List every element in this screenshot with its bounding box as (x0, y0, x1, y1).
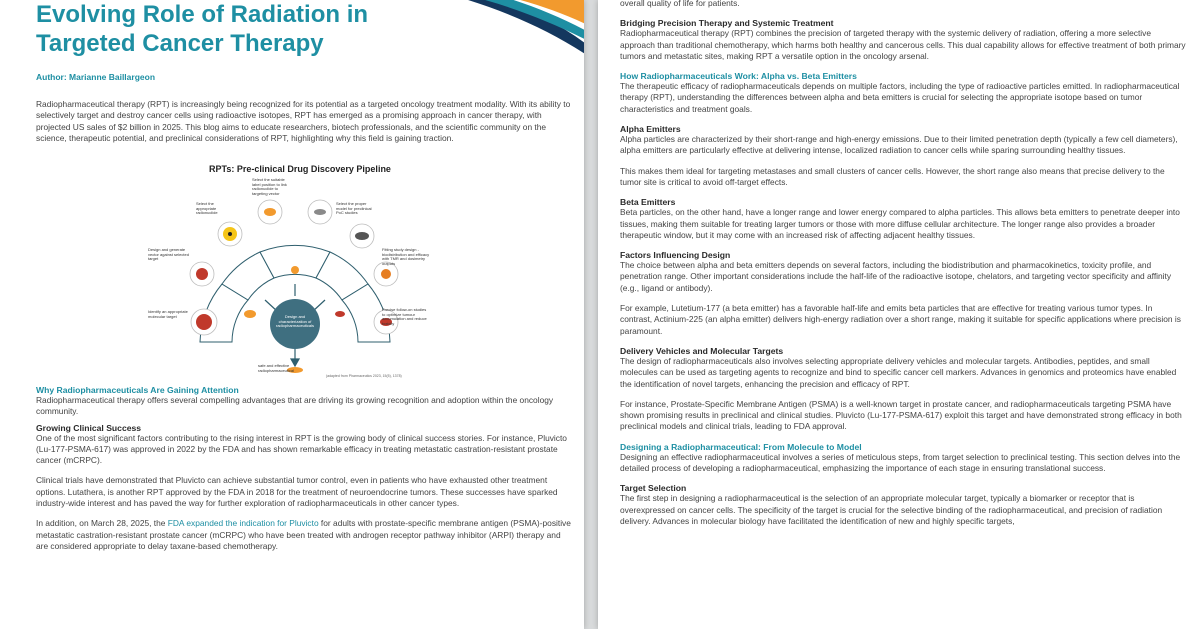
delivery-paragraph-2: For instance, Prostate-Specific Membrane Antigen (PSMA) is a well-known target in prostate cancer, and radiopharmaceuticals targeting PSMA have shown promising results in preclinical and clinical studies. Pluvicto (Lu-177-PSMA-617) exploit this target and have demonstrated strong efficacy in both preclinical models and clinical trials, leading to FDA approval. (620, 398, 1182, 432)
section-heading-alpha: Alpha Emitters (620, 124, 681, 135)
alpha-paragraph-2: This makes them ideal for targeting metastases and small clusters of cancer cells. However, the short range also means that precise delivery to the tumor site is critical to avoid off-target effects. (620, 165, 1165, 187)
fda-indication-link[interactable]: FDA expanded the indication for Pluvicto (167, 518, 319, 529)
section-heading-growing: Growing Clinical Success (36, 422, 142, 433)
left-lower-content (36, 385, 572, 552)
figure-label-1: Select the suitable label position to link radionuclide to targeting vector (252, 177, 287, 196)
designing-paragraph: Designing an effective radiopharmaceutical involves a series of meticulous steps, from target selection to preclinical testing. This section delves into the detailed process of developing a radiopharmaceutical, emphasizing the importance of each stage in ensuring translational success. (620, 451, 1181, 474)
section-heading-bridging: Bridging Precision Therapy and Systemic Treatment (620, 18, 834, 29)
figure-label-6: Identify an appropriate molecular target (148, 309, 188, 319)
figure-label-2: Select the appropriate radionuclide (196, 201, 218, 216)
right-page (598, 0, 1200, 629)
growing-paragraph: One of the most significant factors contributing to the rising interest in RPT is the growing body of clinical success stories. For instance, Pluvicto (Lu-177-PSMA-617) was approved in 2022 by the FDA and has shown remarkable efficacy in treating metastatic castration-resistant prostate cancer (mCRPC). (36, 432, 567, 466)
section-heading-beta: Beta Emitters (620, 197, 676, 208)
figure-label-5: Fitting study design - biodistribution and efficacy with TMR and dosimetry outputs (382, 247, 430, 266)
factors-paragraph-2: For example, Lutetium-177 (a beta emitter) has a favorable half-life and emits beta particles that are effective for treating various tumor types. In contrast, Actinium-225 (an alpha emitter) delivers high-energy radiation over a short range, making it suitable for specific applications where precision is paramount. (620, 303, 1181, 336)
addition-text-post: for adults with prostate-specific membrane antigen (PSMA)-positive metastatic castration-resistant prostate cancer (mCRPC) who have been treated with androgen receptor pathway inhibitor (ARPI) therapy and are considered appropriate to delay taxane-based chemotherapy. (36, 518, 571, 551)
factors-paragraph: The choice between alpha and beta emitters depends on several factors, including the biodistribution and pharmacokinetics, toxicity profile, and penetration range. Other important considerations include the half-life of the radioactive isotope, chelators, and targeting vector specificity and affinity (e.g., ligand or antibody). (620, 260, 1172, 293)
title-line-1: Evolving Role of Radiation in (36, 1, 369, 28)
how-paragraph: The therapeutic efficacy of radiopharmaceuticals depends on multiple factors, including the type of radioactive particles emitted. In radiopharmaceutical therapy (RPT), understanding the differences between alpha and beta emitters is crucial for selecting the appropriate isotope based on tumor characteristics and treatment goals. (620, 81, 1180, 114)
left-page (0, 0, 584, 629)
figure-label-8: safe and effective radiopharmaceutical (258, 363, 295, 373)
figure-label-4: Design and generate vector against selected target (148, 247, 189, 262)
alpha-paragraph: Alpha particles are characterized by their short-range and high-energy emissions. Due to their limited penetration depth (typically a few cell diameters), alpha emitters are particularly effective at delivering intense, localized radiation to cancer cells while sparing surrounding healthy tissues. (620, 134, 1178, 156)
addition-paragraph (36, 518, 572, 552)
pipeline-diagram (140, 174, 450, 374)
why-paragraph: Radiopharmaceutical therapy offers several compelling advantages that are driving its growing recognition and adoption within the oncology community. (36, 395, 554, 417)
section-heading-why: Why Radiopharmaceuticals Are Gaining Attention (36, 385, 239, 395)
author-byline: Author: Marianne Baillargeon (36, 72, 156, 82)
target-paragraph: The first step in designing a radiopharmaceutical is the selection of an appropriate molecular target, typically a biomarker or receptor that is overexpressed on cancer cells. The specificity of the target is crucial for the selective binding of the radiopharmaceutical, and precision of radiation delivery. Advances in molecular biology have facilitated the identification of new and highly specific targets, (620, 493, 1163, 526)
figure-label-7: Precise follow-on studies to optimize tumour accumulation and reduce toxicity (382, 307, 427, 326)
title-line-2: Targeted Cancer Therapy (36, 30, 324, 57)
trials-paragraph: Clinical trials have demonstrated that Pluvicto can achieve substantial tumor control, even in patients who have exhausted other treatment options. Lutathera, is another RPT approved by the FDA in 2018 for the treatment of neuroendocrine tumors. These successes have sparked industry-wide interest and has paved the way for further exploration of radiopharmaceuticals in other cancer types. (36, 475, 558, 509)
figure-title: RPTs: Pre-clinical Drug Discovery Pipeline (209, 164, 391, 174)
section-heading-how: How Radiopharmaceuticals Work: Alpha vs. Beta Emitters (620, 71, 857, 82)
article-title (36, 0, 456, 58)
addition-text-pre: In addition, on March 28, 2025, the (36, 518, 168, 529)
figure-credit: (adapted from Pharmaceutics 2023, 15(5), 1378) (326, 374, 402, 378)
delivery-paragraph: The design of radiopharmaceuticals also involves selecting appropriate delivery vehicles and molecular targets. Antibodies, peptides, and small molecules can be used as targeting agents to recognize and bind to specific cancer cell markers. Advances in genomics and proteomics have enabled the identification of novel targets, enhancing the precision and efficacy of RPT. (620, 355, 1177, 389)
top-continuation: overall quality of life for patients. (620, 0, 740, 8)
right-column (620, 0, 1186, 527)
bridging-paragraph: Radiopharmaceutical therapy (RPT) combines the precision of targeted therapy with the systemic delivery of radiation, offering a more selective approach than traditional chemotherapy, which harms both healthy and cancerous cells. This dual capability allows for effective treatment of both primary tumors and metastatic sites, making RPT a versatile option in the oncology arsenal. (620, 28, 1186, 61)
section-heading-delivery: Delivery Vehicles and Molecular Targets (620, 345, 784, 356)
figure-label-3: Select the proper model for preclinical PoC studies (336, 201, 372, 216)
figure-center-label: Design and characterization of radiopharmaceuticals (275, 314, 315, 329)
section-heading-designing: Designing a Radiopharmaceutical: From Molecule to Model (620, 441, 862, 452)
pipeline-figure (140, 162, 450, 382)
beta-paragraph: Beta particles, on the other hand, have a longer range and lower energy compared to alpha particles. This allows beta emitters to penetrate deeper into tissues, making them suitable for treating larger tumors or those with more diffuse cellular architecture. The longer range also provides a broader therapeutic window, but it may come with an increased risk of affecting adjacent healthy tissues. (620, 207, 1180, 240)
section-heading-factors: Factors Influencing Design (620, 250, 731, 261)
intro-paragraph: Radiopharmaceutical therapy (RPT) is increasingly being recognized for its potential as a targeted oncology treatment modality. With its ability to selectively target and destroy cancer cells using radioactive isotopes, RPT has emerged as a promising approach in cancer therapy, with projected US sales of $2 billion in 2025. This blog aims to educate researchers, biotech professionals, and the scientific community on the science, therapeutic potential, and preclinical considerations of RPT, highlighting why this field is gaining traction. (36, 99, 571, 143)
section-heading-target: Target Selection (620, 483, 687, 494)
